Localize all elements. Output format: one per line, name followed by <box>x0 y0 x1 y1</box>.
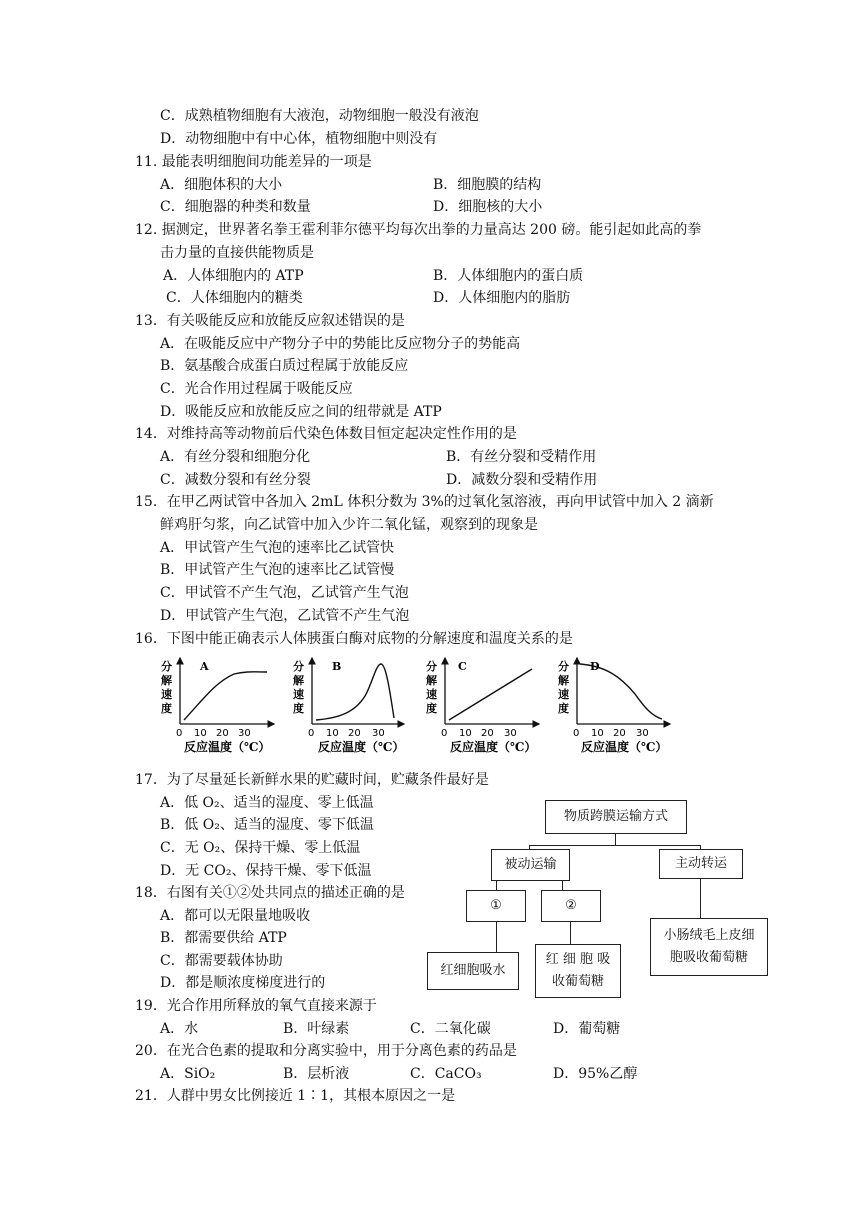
q14-option-a: A．有丝分裂和细胞分化 <box>160 449 311 465</box>
graph-a-xlabel: 反应温度（℃） <box>184 740 271 754</box>
flow-root-box: 物质跨膜运输方式 <box>545 800 687 834</box>
flow-active-box: 主动转运 <box>659 849 743 879</box>
q13-option-d: D．吸能反应和放能反应之间的纽带就是 ATP <box>160 404 442 420</box>
q10-option-c: C．成熟植物细胞有大液泡，动物细胞一般没有液泡 <box>160 108 479 124</box>
q18-stem: 18．右图有关①②处共同点的描述正确的是 <box>135 885 405 901</box>
q12-option-b: B．人体细胞内的蛋白质 <box>433 268 584 284</box>
graph-c-curve <box>449 669 532 720</box>
graph-c-tick-10: 10 <box>459 728 472 739</box>
q11-option-d: D．细胞核的大小 <box>433 199 543 215</box>
flow-leaf-3-line1: 小肠绒毛上皮细 <box>663 928 755 943</box>
graph-d-tick-20: 20 <box>613 728 626 739</box>
q15-stem-line1: 15．在甲乙两试管中各加入 2mL 体积分数为 3%的过氧化氢溶液，再向甲试管中加入 2 滴新 <box>135 494 714 510</box>
q17-option-c: C．无 O₂、保持干燥、零上低温 <box>160 840 361 856</box>
graph-d-ylabel-1: 分 <box>558 660 569 673</box>
flow-node-1-stem <box>496 921 497 952</box>
graph-b <box>293 658 404 754</box>
q19-option-c: C．二氧化碳 <box>410 1021 491 1037</box>
graph-a-ylabel-2: 解 <box>161 674 172 687</box>
q14-option-b: B．有丝分裂和受精作用 <box>446 449 597 465</box>
q14-option-c: C．减数分裂和有丝分裂 <box>160 472 311 488</box>
q11-option-c: C．细胞器的种类和数量 <box>160 199 311 215</box>
graph-b-ylabel-4: 度 <box>293 702 304 715</box>
graph-c-tick-20: 20 <box>481 728 494 739</box>
flow-passive-box: 被动运输 <box>491 849 570 881</box>
flow-root-stem <box>615 833 616 845</box>
q15-option-b: B．甲试管产生气泡的速率比乙试管慢 <box>160 562 395 578</box>
graph-c-ylabel-3: 速 <box>426 688 437 701</box>
graph-d-tick-0: 0 <box>573 728 580 739</box>
flow-leaf-1-box: 红细胞吸水 <box>427 952 519 990</box>
graph-a-ylabel-3: 速 <box>161 688 172 701</box>
flow-node-2-stem <box>570 921 571 944</box>
graph-a <box>161 658 274 754</box>
flow-leaf-2-line2: 收葡萄糖 <box>551 974 604 989</box>
graph-d-xlabel: 反应温度（℃） <box>581 740 668 754</box>
q16-stem: 16．下图中能正确表示人体胰蛋白酶对底物的分解速度和温度关系的是 <box>135 631 573 647</box>
q12-option-d: D．人体细胞内的脂肪 <box>433 290 571 306</box>
graph-c-ylabel-4: 度 <box>426 702 437 715</box>
q19-stem: 19．光合作用所释放的氧气直接来源于 <box>135 998 377 1014</box>
flow-leaf-2-box <box>535 944 621 998</box>
graph-a-tick-20: 20 <box>216 728 229 739</box>
flow-leaf-3-box <box>650 918 768 976</box>
graph-b-ylabel-3: 速 <box>293 688 304 701</box>
q16-graphs <box>150 652 690 760</box>
q18-option-c: C．都需要载体协助 <box>160 953 283 969</box>
q12-option-c: C．人体细胞内的糖类 <box>166 290 303 306</box>
q15-option-d: D．甲试管产生气泡，乙试管不产生气泡 <box>160 608 410 624</box>
graph-d-tick-30: 30 <box>636 728 649 739</box>
q10-option-d: D．动物细胞中有中心体，植物细胞中则没有 <box>160 131 438 147</box>
graph-a-tick-30: 30 <box>238 728 251 739</box>
graph-b-ylabel-1: 分 <box>293 660 304 673</box>
flow-node-1-box: ① <box>466 890 526 922</box>
flow-branch-h <box>529 845 701 846</box>
q20-option-b: B．层析液 <box>283 1066 350 1082</box>
q13-stem: 13．有关吸能反应和放能反应叙述错误的是 <box>135 313 405 329</box>
flow-active-stem <box>700 878 701 918</box>
q20-option-a: A．SiO₂ <box>160 1066 216 1082</box>
graph-c-letter: C <box>458 660 467 673</box>
q19-option-d: D．葡萄糖 <box>553 1021 621 1037</box>
q21-stem: 21．人群中男女比例接近 1∶1，其根本原因之一是 <box>135 1088 456 1104</box>
q13-option-b: B．氨基酸合成蛋白质过程属于放能反应 <box>160 358 409 374</box>
q12-stem-line2: 击力量的直接供能物质是 <box>160 245 314 261</box>
graph-d-ylabel-2: 解 <box>558 674 569 687</box>
graph-a-ylabel-4: 度 <box>161 702 172 715</box>
q19-option-a: A．水 <box>160 1021 199 1037</box>
graph-b-curve <box>316 664 394 720</box>
graph-a-ylabel-1: 分 <box>161 660 172 673</box>
flow-passive-right-stem <box>562 880 563 890</box>
q12-stem-line1: 12. 据测定，世界著名拳王霍利菲尔德平均每次出拳的力量高达 200 磅。能引起如此高的拳 <box>135 222 702 238</box>
flow-leaf-2-line1: 红 细 胞 吸 <box>545 952 611 967</box>
graph-c-ylabel-1: 分 <box>426 660 437 673</box>
graph-c-xlabel: 反应温度（℃） <box>450 740 537 754</box>
graph-b-letter: B <box>332 660 342 673</box>
q20-option-c: C．CaCO₃ <box>410 1066 482 1082</box>
q15-stem-line2: 鲜鸡肝匀浆，向乙试管中加入少许二氧化锰，观察到的现象是 <box>160 517 538 533</box>
graph-d-ylabel-3: 速 <box>558 688 569 701</box>
graph-d-ylabel-4: 度 <box>558 702 569 715</box>
graph-c <box>426 658 539 754</box>
q14-option-d: D．减数分裂和受精作用 <box>446 472 598 488</box>
graph-d-letter: D <box>590 660 600 673</box>
q11-option-a: A．细胞体积的大小 <box>160 177 283 193</box>
q18-option-b: B．都需要供给 ATP <box>160 930 287 946</box>
graph-b-tick-30: 30 <box>372 728 385 739</box>
graph-d <box>558 658 670 754</box>
graph-c-tick-30: 30 <box>504 728 517 739</box>
graph-b-tick-0: 0 <box>308 728 315 739</box>
q17-option-a: A．低 O₂、适当的湿度、零上低温 <box>160 795 374 811</box>
q13-option-a: A．在吸能反应中产物分子中的势能比反应物分子的势能高 <box>160 336 521 352</box>
flow-passive-left-stem <box>496 880 497 890</box>
q15-option-a: A．甲试管产生气泡的速率比乙试管快 <box>160 540 395 556</box>
q18-option-d: D．都是顺浓度梯度进行的 <box>160 975 326 991</box>
graph-a-letter: A <box>200 660 209 673</box>
graph-a-curve <box>184 672 267 720</box>
graph-b-tick-20: 20 <box>348 728 361 739</box>
q17-stem: 17．为了尽量延长新鲜水果的贮藏时间，贮藏条件最好是 <box>135 772 489 788</box>
q19-option-b: B．叶绿素 <box>283 1021 350 1037</box>
flow-leaf-3-line2: 胞吸收葡萄糖 <box>669 950 748 965</box>
graph-b-xlabel: 反应温度（℃） <box>318 740 405 754</box>
q14-stem: 14．对维持高等动物前后代染色体数目恒定起决定性作用的是 <box>135 426 517 442</box>
graph-b-ylabel-2: 解 <box>293 674 304 687</box>
graph-c-tick-0: 0 <box>441 728 448 739</box>
q17-option-b: B．低 O₂、适当的湿度、零下低温 <box>160 817 374 833</box>
q18-option-a: A．都可以无限量地吸收 <box>160 908 311 924</box>
q20-stem: 20．在光合色素的提取和分离实验中，用于分离色素的药品是 <box>135 1043 517 1059</box>
q11-option-b: B．细胞膜的结构 <box>433 177 542 193</box>
q17-option-d: D．无 CO₂、保持干燥、零下低温 <box>160 863 372 879</box>
graph-b-tick-10: 10 <box>326 728 339 739</box>
graph-a-tick-0: 0 <box>176 728 183 739</box>
q20-option-d: D．95%乙醇 <box>553 1066 638 1082</box>
graph-d-tick-10: 10 <box>591 728 604 739</box>
q13-option-c: C．光合作用过程属于吸能反应 <box>160 381 353 397</box>
graph-a-tick-10: 10 <box>194 728 207 739</box>
graph-c-ylabel-2: 解 <box>426 674 437 687</box>
q11-stem: 11. 最能表明细胞间功能差异的一项是 <box>135 154 372 170</box>
q15-option-c: C．甲试管不产生气泡，乙试管产生气泡 <box>160 585 409 601</box>
q12-option-a: A．人体细胞内的 ATP <box>163 268 304 284</box>
flow-node-2-box: ② <box>541 890 601 922</box>
